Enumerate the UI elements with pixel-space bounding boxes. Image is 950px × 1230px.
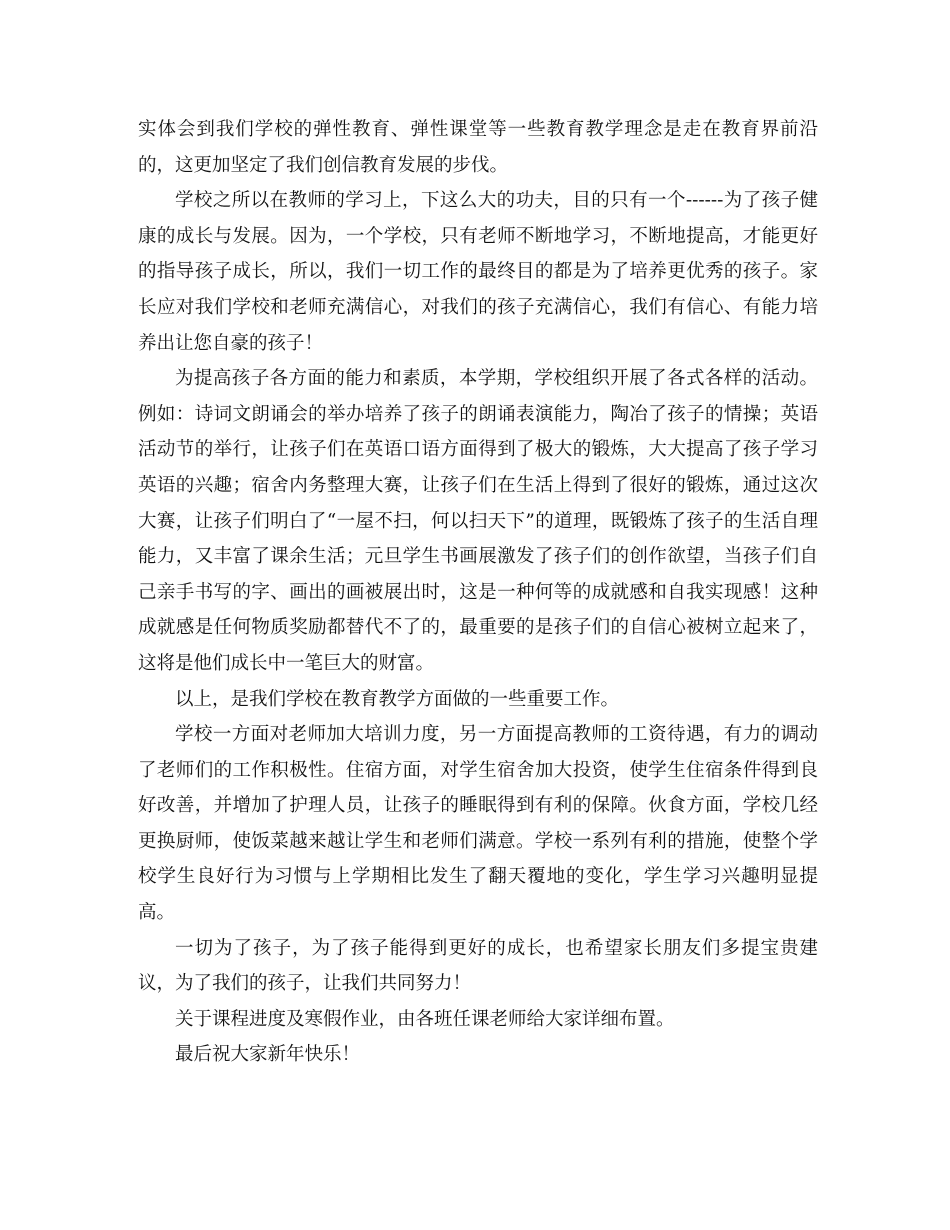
paragraph-2: 学校之所以在教师的学习上，下这么大的功夫，目的只有一个------为了孩子健康的成长与发展。因为，一个学校，只有老师不断地学习，不断地提高，才能更好的指导孩子成长，所以，我们一切工作的最终目的都是为了培养更优秀的孩子。家长应对我们学校和老师充满信心，对我们的孩子充满信心，我们有信心、有能力培养出让您自豪的孩子！ (138, 190, 818, 354)
document-body (138, 112, 818, 1073)
paragraph-3: 为提高孩子各方面的能力和素质，本学期，学校组织开展了各式各样的活动。例如：诗词文朗诵会的举办培养了孩子的朗诵表演能力，陶冶了孩子的情操；英语活动节的举行，让孩子们在英语口语方面得到了极大的锻炼，大大提高了孩子学习英语的兴趣；宿舍内务整理大赛，让孩子们在生活上得到了很好的锻炼，通过这次大赛，让孩子们明白了“一屋不扫，何以扫天下”的道理，既锻炼了孩子的生活自理能力，又丰富了课余生活；元旦学生书画展激发了孩子们的创作欲望，当孩子们自己亲手书写的字、画出的画被展出时，这是一种何等的成就感和自我实现感！这种成就感是任何物质奖励都替代不了的，最重要的是孩子们的自信心被树立起来了，这将是他们成长中一笔巨大的财富。 (138, 368, 818, 674)
paragraph-4: 以上，是我们学校在教育教学方面做的一些重要工作。 (175, 688, 620, 710)
paragraph-1: 实体会到我们学校的弹性教育、弹性课堂等一些教育教学理念是走在教育界前沿的，这更加坚定了我们创信教育发展的步伐。 (138, 119, 818, 176)
paragraph-5: 学校一方面对老师加大培训力度，另一方面提高教师的工资待遇，有力的调动了老师们的工作积极性。住宿方面，对学生宿舍加大投资，使学生住宿条件得到良好改善，并增加了护理人员，让孩子的睡眠得到有利的保障。伙食方面，学校几经更换厨师，使饭菜越来越让学生和老师们满意。学校一系列有利的措施，使整个学校学生良好行为习惯与上学期相比发生了翻天覆地的变化，学生学习兴趣明显提高。 (138, 724, 818, 924)
paragraph-6: 一切为了孩子，为了孩子能得到更好的成长，也希望家长朋友们多提宝贵建议，为了我们的孩子，让我们共同努力！ (138, 937, 818, 995)
paragraph-7: 关于课程进度及寒假作业，由各班任课老师给大家详细布置。 (175, 1008, 675, 1030)
paragraph-8: 最后祝大家新年快乐！ (175, 1044, 361, 1066)
